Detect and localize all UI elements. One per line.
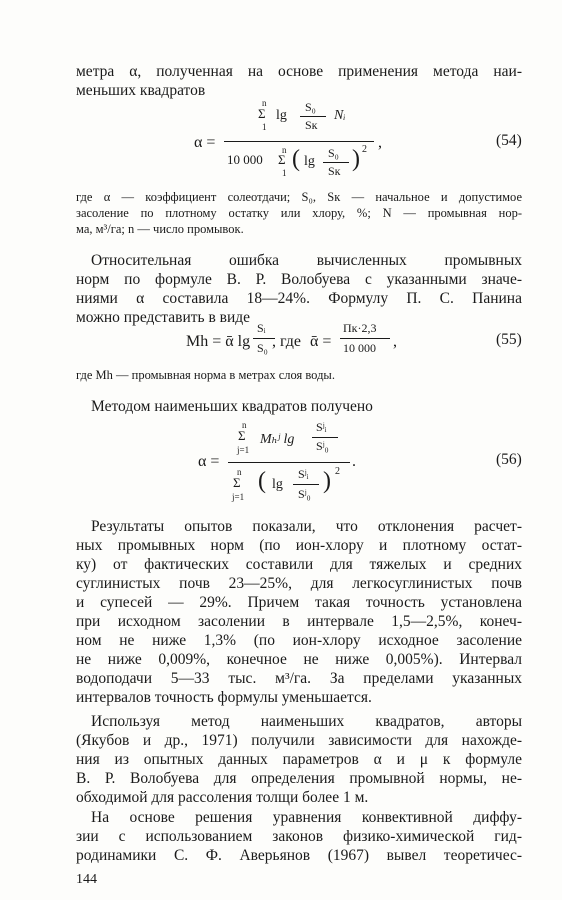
eq56-den-sum-bot: j=1	[232, 492, 245, 502]
eq54-den-coef: 10 000	[227, 152, 263, 167]
text-line: Результаты опытов показали, что отклонения расчет-	[91, 518, 522, 535]
eq54-den-sk: Sк	[328, 164, 341, 178]
text-line: обходимой для рассоления толщи более 1 м.	[76, 789, 369, 806]
eq54-comma: ,	[378, 134, 382, 151]
eq56-num-sigma: Σ	[238, 428, 246, 443]
text-line: Используя метод наименьших квадратов, авторы	[91, 713, 522, 730]
eq56-den-lg: lg	[272, 477, 283, 492]
text-line: ку) от фактических составили для тяжелых и средних	[76, 556, 522, 573]
eq54-num-sum-bot: 1	[262, 122, 267, 132]
eq56-den-rparen: )	[323, 468, 331, 494]
eq56-num-sum-bot: j=1	[237, 445, 250, 455]
page-number: 144	[76, 872, 97, 887]
eq55-frac-bar	[340, 338, 390, 339]
eq56-den-square: 2	[335, 466, 340, 477]
eq54-den-lparen: (	[292, 146, 300, 172]
text-line: На основе решения уравнения конвективной диффу-	[91, 809, 522, 826]
eq54-den-sum-top: n	[282, 145, 287, 155]
eq55-frac-bot: 10 000	[343, 341, 376, 355]
text-line: не ниже 0,009%, конечное не ниже 0,005%). Интервал	[76, 651, 522, 668]
text-line: (Якубов и др., 1971) получили зависимости для нахожде-	[76, 732, 522, 749]
eq56-num-sum-top: n	[242, 420, 247, 430]
eq54-num-sk: Sк	[305, 118, 318, 132]
eq56-num-sji: Sʲᵢ	[316, 420, 327, 434]
eq54-num-sum-top: n	[262, 98, 267, 108]
eq56-dot: .	[352, 453, 356, 470]
eq56-den-lparen: (	[258, 468, 266, 494]
text-line: ных промывных норм (по ион-хлору и плотному остат-	[76, 537, 522, 554]
eq54-num-s0: S₀	[305, 100, 316, 114]
text-line: можно представить в виде	[76, 309, 251, 326]
eq54-den-s0: S₀	[328, 146, 339, 160]
text-line: зии с использованием законов физико-химической гид-	[76, 828, 522, 845]
text-line: ном не ниже 1,3% (по ион-хлору исходное засоление	[76, 632, 522, 649]
text-line: где Mh — промывная норма в метрах слоя воды.	[76, 368, 335, 382]
eq55-si: Sᵢ	[257, 321, 266, 335]
text-line: и супесей — 29%. Причем такая точность установлена	[76, 594, 522, 611]
eq54-num-sigma: Σ	[258, 106, 266, 121]
eq56-lhs: α =	[198, 453, 220, 470]
eq54-number: (54)	[496, 132, 522, 149]
eq54-den-square: 2	[362, 144, 367, 155]
eq56-den-sj0: Sʲ₀	[298, 487, 311, 501]
text-line: засоление по плотному остатку или хлору, %; N — промывная нор-	[76, 206, 522, 220]
eq55-comma: ,	[393, 333, 397, 350]
text-line: Методом наименьших квадратов получено	[91, 398, 373, 415]
eq56-den-inner-bar	[293, 484, 319, 485]
text-line: метра α, полученная на основе применения метода наи-	[76, 63, 522, 80]
eq56-num-sj0: Sʲ₀	[316, 439, 329, 453]
text-line: ма, м³/га; n — число промывок.	[76, 222, 244, 236]
eq54-num-lg: lg	[276, 108, 287, 123]
text-line: при исходном засолении в интервале 1,5—2,5%, конеч-	[76, 613, 522, 630]
text-line: ниями α составила 18—24%. Формулу П. С. Панина	[76, 290, 522, 307]
text-line: где α — коэффициент солеотдачи; S₀, Sк — начальное и допустимое	[76, 190, 522, 204]
eq56-den-sigma: Σ	[233, 475, 241, 490]
eq55-abar: ᾱ =	[310, 333, 332, 350]
text-line: В. Р. Волобуева для определения промывной нормы, не-	[76, 770, 522, 787]
eq55-number: (55)	[496, 331, 522, 348]
text-line: норм по формуле В. Р. Волобуева с указанными значе-	[76, 271, 522, 288]
eq55-lhs: Mh = ᾱ lg	[186, 333, 251, 350]
eq55-frac-top: Пк·2,3	[343, 321, 377, 335]
eq56-inner-bar	[312, 437, 338, 438]
text-line: родинамики С. Ф. Аверьянов (1967) вывел теоретичес-	[76, 847, 522, 864]
text-line: Относительная ошибка вычисленных промывных	[91, 252, 522, 269]
eq54-den-sigma: Σ	[278, 152, 286, 167]
eq54-den-inner-bar	[323, 162, 349, 163]
eq55-where: , где	[272, 333, 302, 350]
eq54-den-sum-bot: 1	[282, 168, 287, 178]
eq56-number: (56)	[496, 451, 522, 468]
eq54-num-ni: Nᵢ	[334, 108, 346, 123]
eq56-den-sji: Sʲᵢ	[298, 467, 309, 481]
text-line: ния из опытных данных параметров α и μ к формуле	[76, 751, 522, 768]
text-line: интервалов точность формулы уменьшается.	[76, 689, 372, 706]
eq54-main-bar	[224, 141, 374, 142]
eq54-den-lg: lg	[304, 154, 315, 169]
eq54-inner-bar	[300, 116, 326, 117]
eq56-den-sum-top: n	[237, 467, 242, 477]
eq56-main-bar	[228, 462, 350, 463]
eq54-den-rparen: )	[352, 146, 360, 172]
eq56-num-mh: Mₕʲ lg	[260, 432, 295, 447]
eq54-lhs: α =	[194, 134, 216, 151]
eq55-s0: S₀	[257, 341, 268, 355]
text-line: суглинистых почв 23—25%, для легкосуглинистых почв	[76, 575, 522, 592]
text-line: меньших квадратов	[76, 82, 206, 99]
text-line: водоподачи 5—33 тыс. м³/га. За пределами указанных	[76, 670, 522, 687]
